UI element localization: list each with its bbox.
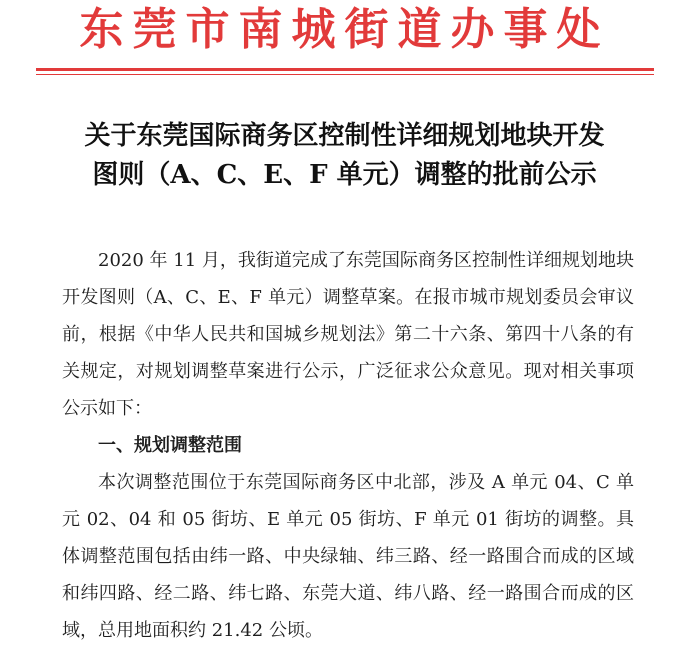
document-title — [0, 117, 689, 195]
body-paragraph-intro: 2020 年 11 月，我街道完成了东莞国际商务区控制性详细规划地块开发图则（A、C、E、F 单元）调整草案。在报市城市规划委员会审议前，根据《中华人民共和国城乡规划法》第二十六条、第四十八条的有关规定，对规划调整草案进行公示，广泛征求公众意见。现对相关事项公示如下： — [62, 250, 634, 419]
document-title-line-2: 图则（A、C、E、F 单元）调整的批前公示 — [92, 160, 597, 190]
document-title-line-1: 关于东莞国际商务区控制性详细规划地块开发 — [84, 121, 605, 151]
body-paragraph-scope: 本次调整范围位于东莞国际商务区中北部，涉及 A 单元 04、C 单元 02、04 和 05 街坊、E 单元 05 街坊、F 单元 01 街坊的调整。具体调整范围包括由纬一路、中央绿轴、纬三路、经一路围合而成的区域和纬四路、经二路、纬七路、东莞大道、纬八路、经一路围合而成的区域，总用地面积约 21.42 公顷。 — [62, 472, 634, 641]
letterhead-thick-rule — [36, 68, 654, 71]
section-heading-planning-scope: 一、规划调整范围 — [98, 435, 242, 456]
letterhead-org-name: 东莞市南城街道办事处 — [79, 4, 610, 55]
document-body — [62, 242, 634, 649]
letterhead-thin-rule — [36, 74, 654, 75]
